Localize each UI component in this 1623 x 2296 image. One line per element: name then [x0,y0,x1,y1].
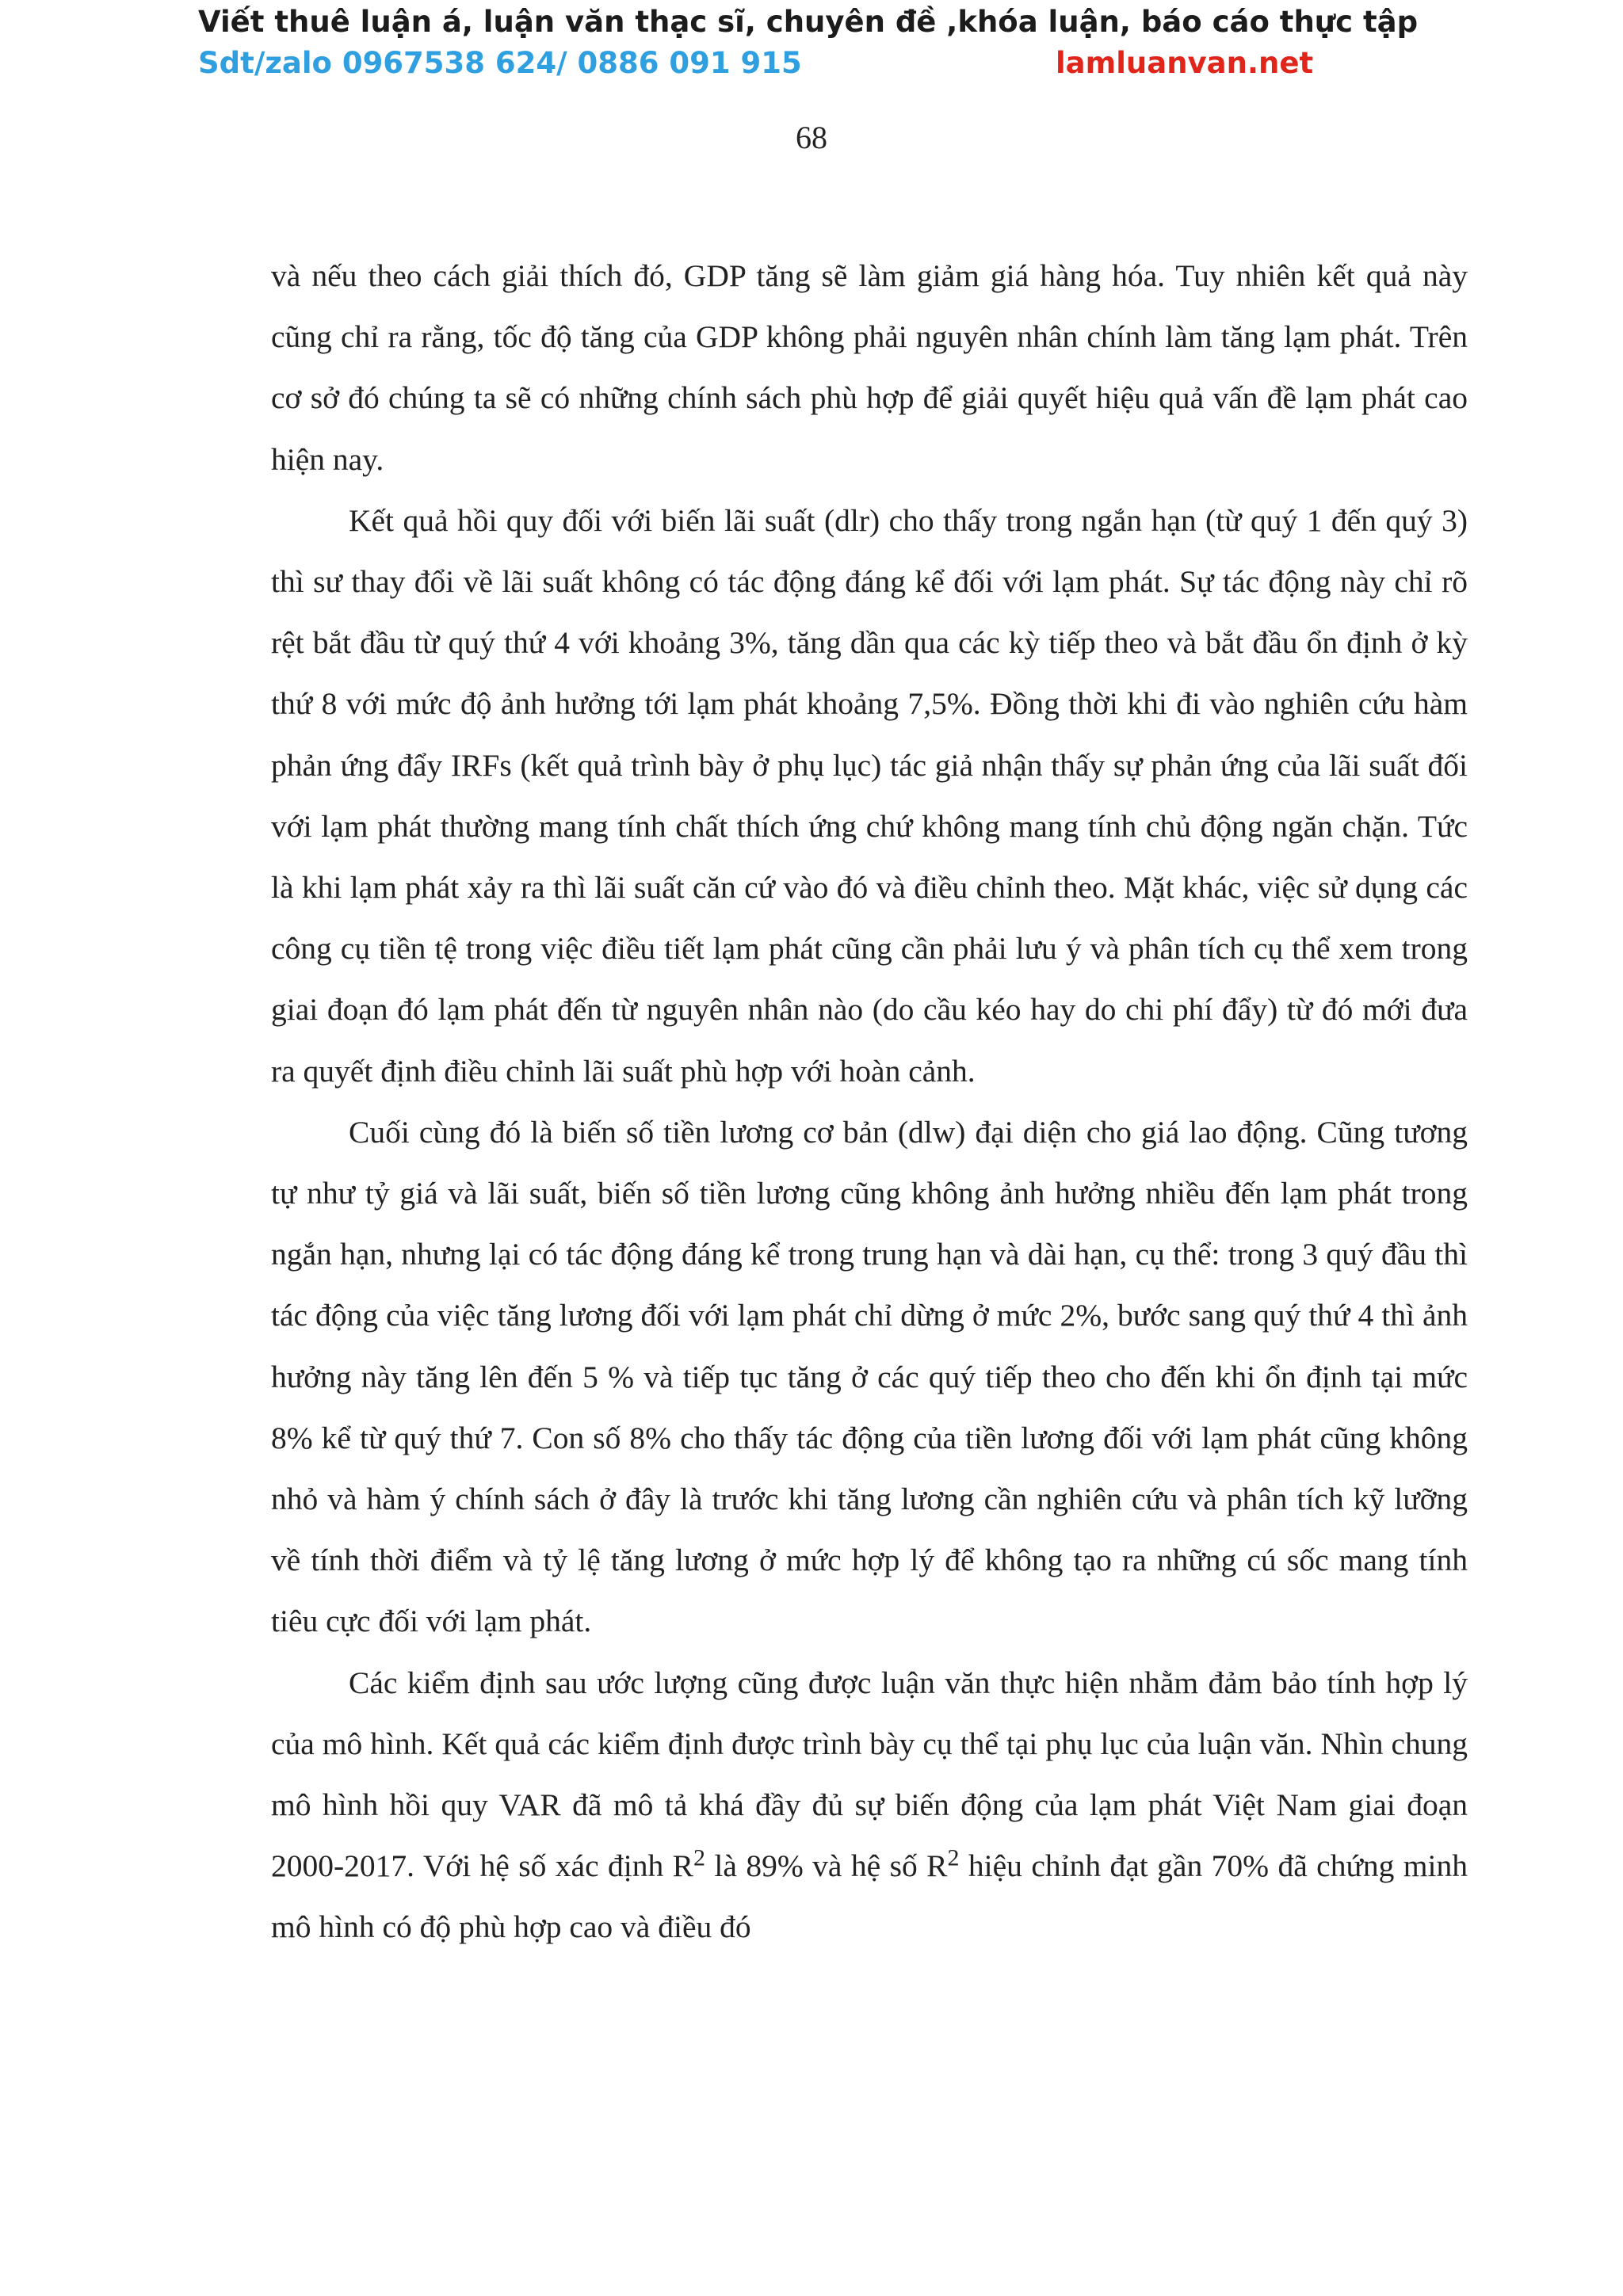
paragraph-gdp-conclusion: và nếu theo cách giải thích đó, GDP tăng sẽ làm giảm giá hàng hóa. Tuy nhiên kết quả này cũng chỉ ra rằng, tốc độ tăng của GDP không phải nguyên nhân chính làm tăng lạm phát. Trên cơ sở đó chúng ta sẽ có những chính sách phù hợp để giải quyết hiệu quả vấn đề lạm phát cao hiện nay. [271,258,1468,477]
tests-text-part3: hiệu chỉnh đạt gần 70% đã chứng minh mô hình có độ phù hợp cao và điều đó [271,1848,1468,1945]
tests-text-part2: là 89% và hệ số R [705,1848,948,1884]
page-number: 68 [796,120,827,155]
banner-phone: Sdt/zalo 0967538 624/ 0886 091 915 [198,46,802,80]
banner-website[interactable]: lamluanvan.net [1056,46,1314,80]
paragraph-model-tests [271,1653,1468,1958]
paragraph-wage: Cuối cùng đó là biến số tiền lương cơ bản (dlw) đại diện cho giá lao động. Cũng tương tự như tỷ giá và lãi suất, biến số tiền lương cũng không ảnh hưởng nhiều đến lạm phát trong ngắn hạn, nhưng lại có tác động đáng kể trong trung hạn và dài hạn, cụ thể: trong 3 quý đầu thì tác động của việc tăng lương đối với lạm phát chỉ dừng ở mức 2%, bước sang quý thứ 4 thì ảnh hưởng này tăng lên đến 5 % và tiếp tục tăng ở các quý tiếp theo cho đến khi ổn định tại mức 8% kể từ quý thứ 7. Con số 8% cho thấy tác động của tiền lương đối với lạm phát cũng không nhỏ và hàm ý chính sách ở đây là trước khi tăng lương cần nghiên cứu và phân tích kỹ lưỡng về tính thời điểm và tỷ lệ tăng lương ở mức hợp lý để không tạo ra những cú sốc mang tính tiêu cực đối với lạm phát. [271,1114,1468,1639]
tests-text-part1: Các kiểm định sau ước lượng cũng được luận văn thực hiện nhằm đảm bảo tính hợp lý của mô hình. Kết quả các kiểm định được trình bày cụ thể tại phụ lục của luận văn. Nhìn chung mô hình hồi quy VAR đã mô tả khá đầy đủ sự biến động của lạm phát Việt Nam giai đoạn 2000-2017. Với hệ số xác định R [271,1665,1468,1884]
document-body [271,246,1468,1958]
banner-title: Viết thuê luận á, luận văn thạc sĩ, chuyên đề ,khóa luận, báo cáo thực tập [198,5,1419,39]
r-squared-superscript: 2 [693,1844,706,1871]
adjusted-r-squared-superscript: 2 [947,1844,960,1871]
paragraph-interest-rate: Kết quả hồi quy đối với biến lãi suất (dlr) cho thấy trong ngắn hạn (từ quý 1 đến quý 3) thì sư thay đổi về lãi suất không có tác động đáng kể đối với lạm phát. Sự tác động này chỉ rõ rệt bắt đầu từ quý thứ 4 với khoảng 3%, tăng dần qua các kỳ tiếp theo và bắt đầu ổn định ở kỳ thứ 8 với mức độ ảnh hưởng tới lạm phát khoảng 7,5%. Đồng thời khi đi vào nghiên cứu hàm phản ứng đẩy IRFs (kết quả trình bày ở phụ lục) tác giả nhận thấy sự phản ứng của lãi suất đối với lạm phát thường mang tính chất thích ứng chứ không mang tính chủ động ngăn chặn. Tức là khi lạm phát xảy ra thì lãi suất căn cứ vào đó và điều chỉnh theo. Mặt khác, việc sử dụng các công cụ tiền tệ trong việc điều tiết lạm phát cũng cần phải lưu ý và phân tích cụ thể xem trong giai đoạn đó lạm phát đến từ nguyên nhân nào (do cầu kéo hay do chi phí đẩy) từ đó mới đưa ra quyết định điều chỉnh lãi suất phù hợp với hoàn cảnh. [271,502,1468,1089]
